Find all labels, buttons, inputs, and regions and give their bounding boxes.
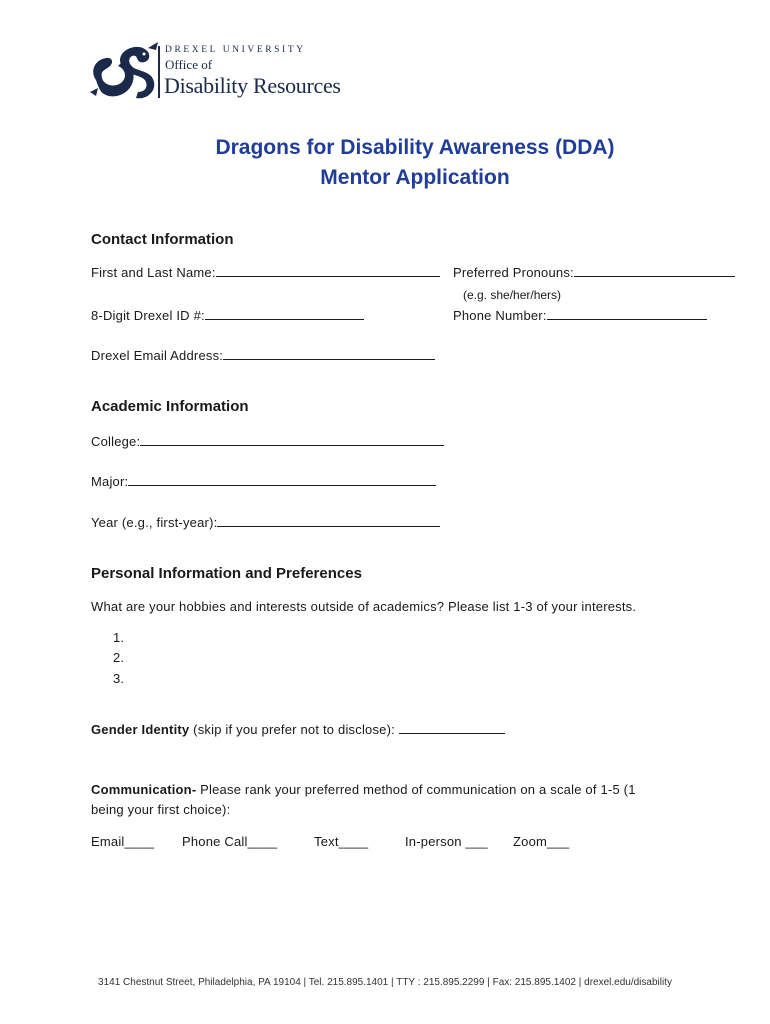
comm-option-email[interactable]: Email____ (91, 834, 155, 849)
communication-text: Please rank your preferred method of communication on a scale of 1-5 (1 (196, 782, 636, 797)
pronouns-field (453, 264, 735, 280)
email-input-line[interactable] (223, 347, 435, 360)
logo-office-of: Office of (165, 57, 213, 72)
academic-heading: Academic Information (91, 398, 249, 415)
name-label: First and Last Name: (91, 265, 216, 280)
comm-option-in-person[interactable]: In-person ___ (405, 834, 488, 849)
major-input-line[interactable] (128, 473, 436, 486)
logo-office-name: Disability Resources (164, 73, 341, 98)
comm-option-text[interactable]: Text____ (314, 834, 369, 849)
footer-address: 3141 Chestnut Street, Philadelphia, PA 19104 | Tel. 215.895.1401 | TTY : 215.895.2299 | Fax: 215.895.1402 | drexel.edu/disability (98, 977, 672, 988)
logo-university: DREXEL UNIVERSITY (165, 45, 306, 55)
pronouns-hint: (e.g. she/her/hers) (463, 288, 562, 302)
communication-question (91, 782, 636, 797)
id-field (91, 307, 364, 323)
name-field (91, 264, 440, 280)
gender-field (91, 721, 505, 737)
pronouns-label: Preferred Pronouns: (453, 265, 574, 280)
page-subtitle: Mentor Application (320, 166, 510, 189)
gender-label: Gender Identity (91, 722, 190, 737)
list-item: 3. (113, 671, 125, 686)
email-field (91, 347, 435, 363)
communication-label: Communication- (91, 782, 197, 797)
email-label: Drexel Email Address: (91, 348, 224, 363)
list-item: 1. (113, 630, 125, 645)
id-input-line[interactable] (205, 307, 364, 320)
phone-field (453, 307, 707, 323)
comm-option-zoom[interactable]: Zoom___ (513, 834, 570, 849)
year-label: Year (e.g., first-year): (91, 515, 218, 530)
major-field (91, 473, 436, 489)
personal-heading: Personal Information and Preferences (91, 565, 362, 582)
page-title: Dragons for Disability Awareness (DDA) (215, 136, 615, 159)
year-input-line[interactable] (217, 514, 440, 527)
gender-input-line[interactable] (399, 721, 505, 734)
phone-input-line[interactable] (547, 307, 707, 320)
logo-divider (158, 46, 160, 98)
contact-heading: Contact Information (91, 231, 234, 248)
id-label: 8-Digit Drexel ID #: (91, 308, 205, 323)
hobbies-question: What are your hobbies and interests outside of academics? Please list 1-3 of your interests. (91, 599, 637, 614)
phone-label: Phone Number: (453, 308, 547, 323)
year-field (91, 514, 440, 530)
college-label: College: (91, 434, 141, 449)
communication-text-2: being your first choice): (91, 802, 231, 817)
list-item: 2. (113, 650, 125, 665)
pronouns-input-line[interactable] (574, 264, 735, 277)
name-input-line[interactable] (216, 264, 440, 277)
college-input-line[interactable] (140, 433, 444, 446)
college-field (91, 433, 444, 449)
gender-note: (skip if you prefer not to disclose): (189, 722, 399, 737)
comm-option-phone[interactable]: Phone Call____ (182, 834, 278, 849)
major-label: Major: (91, 474, 129, 489)
